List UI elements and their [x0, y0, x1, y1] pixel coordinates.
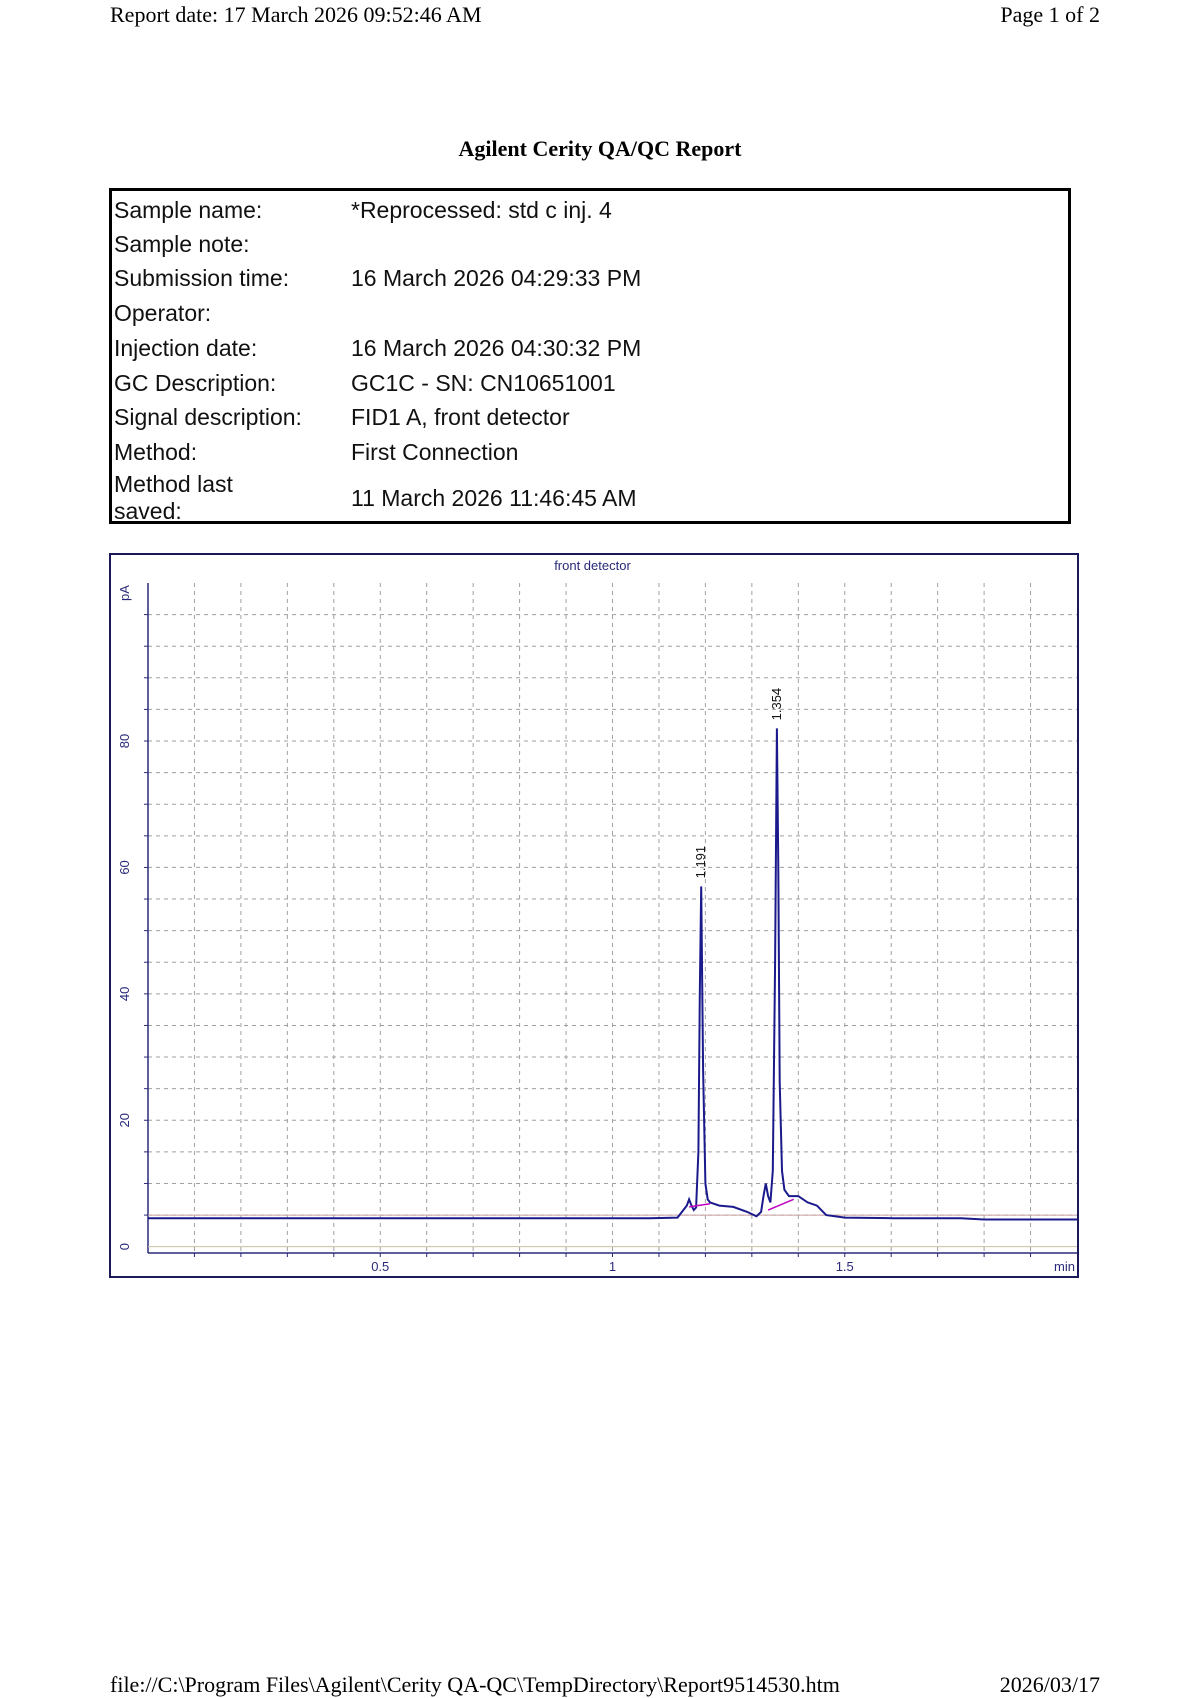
- info-label: Sample name:: [114, 197, 263, 223]
- x-tick-label: 1.5: [835, 1259, 854, 1274]
- y-tick-label: 20: [117, 1113, 132, 1128]
- y-tick-label: 80: [117, 733, 132, 749]
- footer-file-path: file://C:\Program Files\Agilent\Cerity QA-QC\TempDirectory\Report9514530.htm: [110, 1672, 840, 1697]
- info-label: Sample note:: [114, 231, 250, 257]
- info-value: First Connection: [351, 439, 519, 465]
- info-value: 11 March 2026 11:46:45 AM: [351, 485, 637, 511]
- x-tick-label: 1: [608, 1259, 617, 1274]
- footer-date: 2026/03/17: [999, 1672, 1100, 1697]
- report-title: Agilent Cerity QA/QC Report: [458, 136, 742, 161]
- info-label: Submission time:: [114, 265, 290, 291]
- peak-label: 1.354: [768, 687, 784, 721]
- sample-info-table: [109, 188, 1071, 524]
- info-label: GC Description:: [114, 370, 277, 396]
- y-tick-label: 40: [117, 986, 132, 1002]
- info-label: Operator:: [114, 300, 212, 326]
- info-value: *Reprocessed: std c inj. 4: [351, 197, 612, 223]
- info-label: Signal description:: [114, 404, 302, 430]
- chromatogram-chart: [109, 553, 1079, 1278]
- y-tick-label: 60: [117, 860, 132, 875]
- report-date: Report date: 17 March 2026 09:52:46 AM: [110, 2, 482, 27]
- peak-label: 1.191: [693, 845, 709, 879]
- info-value: 16 March 2026 04:30:32 PM: [351, 335, 642, 361]
- chart-title: front detector: [554, 558, 631, 573]
- info-label: Method:: [114, 439, 198, 465]
- y-tick-label: 0: [117, 1243, 132, 1251]
- info-label: Injection date:: [114, 335, 258, 361]
- info-label: Method last saved:: [114, 471, 233, 524]
- y-axis-label: pA: [117, 585, 132, 601]
- page-number: Page 1 of 2: [1000, 2, 1100, 27]
- info-value: 16 March 2026 04:29:33 PM: [351, 265, 642, 291]
- info-value: GC1C - SN: CN10651001: [351, 370, 616, 396]
- info-value: FID1 A, front detector: [351, 404, 570, 430]
- chromatogram-svg: [111, 555, 1077, 1276]
- x-axis-label: min: [1054, 1259, 1075, 1274]
- integration-baseline: [768, 1199, 794, 1210]
- x-tick-label: 0.5: [371, 1259, 390, 1274]
